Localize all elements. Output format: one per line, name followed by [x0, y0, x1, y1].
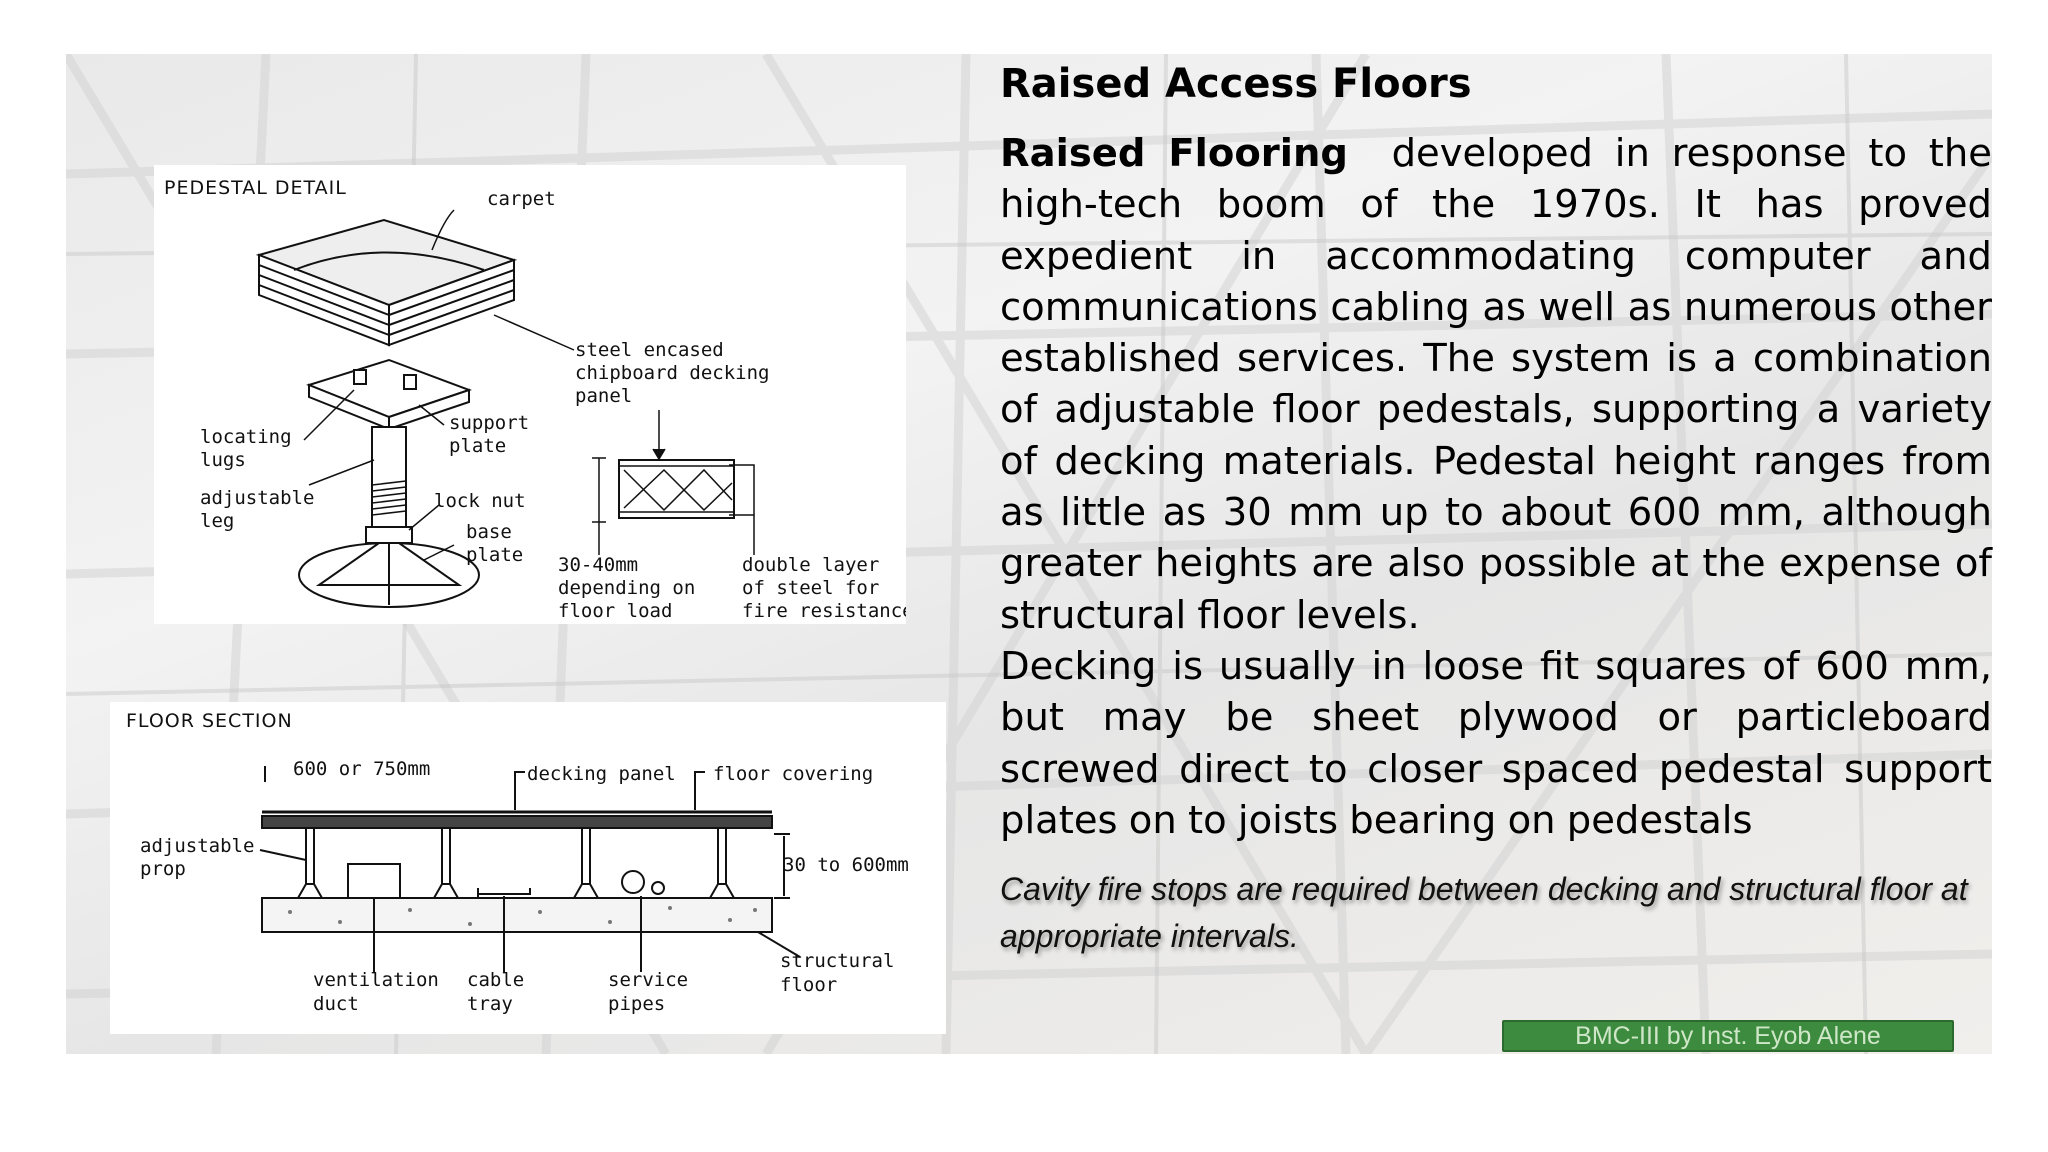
label-floor-covering: floor covering: [713, 763, 874, 785]
label-support: support: [449, 412, 530, 434]
paragraph-raised-flooring: [1000, 128, 1992, 641]
label-ventilation: ventilation: [313, 969, 439, 991]
label-lugs: lugs: [200, 449, 246, 471]
credit-badge: BMC-III by Inst. Eyob Alene: [1502, 1020, 1954, 1052]
pedestal-detail-drawing: [154, 165, 906, 624]
label-prop: prop: [140, 858, 186, 880]
label-floor-load: floor load: [558, 600, 673, 622]
fire-stop-note: Cavity fire stops are required between decking and structural floor at appropriate intervals.: [1000, 871, 1968, 954]
label-pipes: pipes: [608, 993, 666, 1015]
label-chipboard-decking: chipboard decking: [575, 362, 770, 384]
floor-section-drawing: [110, 702, 946, 1034]
label-structural: structural: [780, 950, 895, 972]
label-carpet: carpet: [487, 188, 556, 210]
label-duct: duct: [313, 993, 359, 1015]
label-steel-encased: steel encased: [575, 339, 724, 361]
label-spacing: 600 or 750mm: [293, 758, 431, 780]
label-double-layer: double layer: [742, 554, 880, 576]
pedestal-detail-figure: [154, 165, 906, 624]
label-base: base: [466, 521, 512, 543]
label-of-steel-for: of steel for: [742, 577, 880, 599]
label-panel: panel: [575, 385, 633, 407]
paragraph-raised-flooring-text: developed in response to the high-tech boom of the 1970s. It has proved expedient in accommodating computer and communications cabling as well as numerous other established services. The system is a combination of adjustable floor pedestals, supporting a variety of decking materials. Pedestal height ranges from as little as 30 mm up to about 600 mm, although greater heights are also possible at the expense of structural floor levels.: [1000, 131, 1992, 638]
label-height-range: 30 to 600mm: [783, 854, 909, 876]
label-decking-panel: decking panel: [527, 763, 676, 785]
label-thickness: 30-40mm: [558, 554, 639, 576]
label-adjustable-prop: adjustable: [140, 835, 255, 857]
paragraph-lead: Raised Flooring: [1000, 131, 1348, 176]
label-adjustable: adjustable: [200, 487, 315, 509]
pedestal-detail-heading: PEDESTAL DETAIL: [164, 177, 347, 199]
label-tray: tray: [467, 993, 513, 1015]
label-service: service: [608, 969, 689, 991]
label-leg: leg: [200, 510, 235, 532]
label-fire-resistance: fire resistance: [742, 600, 906, 622]
label-depending-on: depending on: [558, 577, 696, 599]
slide-title: Raised Access Floors: [1000, 61, 1472, 107]
paragraph-decking: Decking is usually in loose fit squares of 600 mm, but may be sheet plywood or particleboard screwed direct to closer spaced pedestal support plates on to joists bearing on pedestals: [1000, 643, 1992, 843]
floor-section-heading: FLOOR SECTION: [126, 710, 293, 732]
label-lock-nut: lock nut: [434, 490, 526, 512]
label-locating: locating: [200, 426, 292, 448]
label-base-plate: plate: [466, 544, 524, 566]
label-plate: plate: [449, 435, 507, 457]
floor-section-figure: [110, 702, 946, 1034]
label-floor: floor: [780, 974, 838, 996]
label-cable: cable: [467, 969, 525, 991]
body-text: [1000, 128, 1992, 846]
